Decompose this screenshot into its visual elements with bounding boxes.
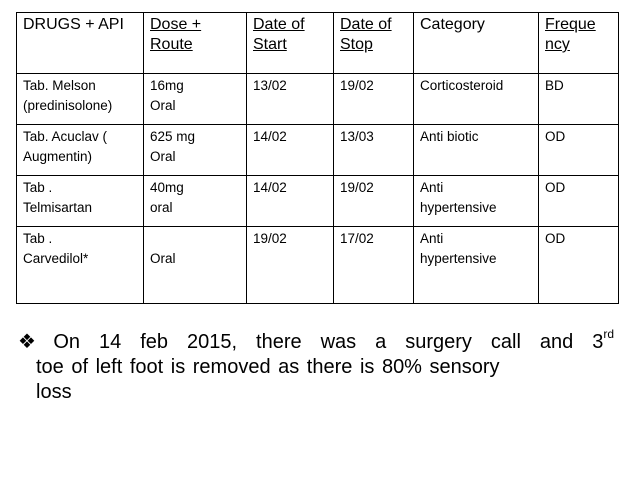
category-line1: Corticosteroid: [420, 78, 504, 93]
drug-line2: Augmentin): [23, 149, 93, 164]
frequency-cell: OD: [539, 176, 619, 227]
frequency-cell: OD: [539, 125, 619, 176]
stop-cell: 13/03: [334, 125, 414, 176]
header-stop: [334, 13, 414, 74]
header-frequency-line1: Freque: [545, 16, 596, 33]
table-header-row: [17, 13, 619, 74]
header-dose: [144, 13, 247, 74]
header-start: [247, 13, 334, 74]
header-stop-line2: Stop: [340, 36, 373, 53]
frequency-cell: BD: [539, 74, 619, 125]
category-line2: hypertensive: [420, 251, 497, 266]
category-line1: Anti: [420, 231, 444, 246]
note-superscript: rd: [603, 327, 615, 342]
drug-cell: [17, 227, 144, 304]
stop-cell: 19/02: [334, 74, 414, 125]
header-drugs: [17, 13, 144, 74]
start-cell: 13/02: [247, 74, 334, 125]
dose-line2: Oral: [150, 149, 176, 164]
frequency-cell: OD: [539, 227, 619, 304]
dose-line1: 625 mg: [150, 129, 196, 144]
category-cell: [414, 227, 539, 304]
start-cell: 14/02: [247, 176, 334, 227]
category-line1: Anti biotic: [420, 129, 479, 144]
table-row: [17, 227, 619, 304]
table-row: [17, 74, 619, 125]
header-category: [414, 13, 539, 74]
category-cell: [414, 125, 539, 176]
drug-line2: Carvedilol*: [23, 251, 89, 266]
header-drugs-label: DRUGS + API: [23, 16, 124, 33]
note-line-3: loss: [36, 381, 72, 403]
drug-cell: [17, 74, 144, 125]
category-line2: hypertensive: [420, 200, 497, 215]
diamond-bullet-icon: ❖: [18, 331, 48, 353]
drug-line1: Tab. Melson: [23, 78, 96, 93]
header-frequency-line2: ncy: [545, 36, 570, 53]
drug-line1: Tab .: [23, 180, 53, 195]
drug-line2: (predinisolone): [23, 98, 113, 113]
note-line-2: toe of left foot is removed as there is 80% sensory: [36, 356, 500, 378]
drug-line2: Telmisartan: [23, 200, 93, 215]
drug-line1: Tab. Acuclav (: [23, 129, 108, 144]
medication-table: [16, 12, 619, 304]
stop-cell: 19/02: [334, 176, 414, 227]
header-start-line2: Start: [253, 36, 287, 53]
dose-line1: 40mg: [150, 180, 184, 195]
start-cell: 14/02: [247, 125, 334, 176]
table-row: [17, 125, 619, 176]
table-row: [17, 176, 619, 227]
header-dose-line1: Dose +: [150, 16, 202, 33]
drug-cell: [17, 125, 144, 176]
dose-cell: [144, 227, 247, 304]
dose-cell: [144, 125, 247, 176]
start-cell: 19/02: [247, 227, 334, 304]
dose-line2: Oral: [150, 251, 176, 266]
surgery-note: [12, 327, 615, 405]
dose-cell: [144, 176, 247, 227]
category-cell: [414, 176, 539, 227]
note-text-start: On 14 feb 2015, there was a surgery call and 3: [53, 331, 604, 353]
note-line-1: [12, 327, 615, 355]
dose-line2: oral: [150, 200, 173, 215]
drug-cell: [17, 176, 144, 227]
dose-line2: Oral: [150, 98, 176, 113]
dose-line1: 16mg: [150, 78, 184, 93]
header-dose-line2: Route: [150, 36, 193, 53]
header-category-label: Category: [420, 16, 485, 33]
header-stop-line1: Date of: [340, 16, 392, 33]
header-frequency: [539, 13, 619, 74]
category-cell: [414, 74, 539, 125]
dose-cell: [144, 74, 247, 125]
drug-line1: Tab .: [23, 231, 53, 246]
category-line1: Anti: [420, 180, 444, 195]
stop-cell: 17/02: [334, 227, 414, 304]
header-start-line1: Date of: [253, 16, 305, 33]
